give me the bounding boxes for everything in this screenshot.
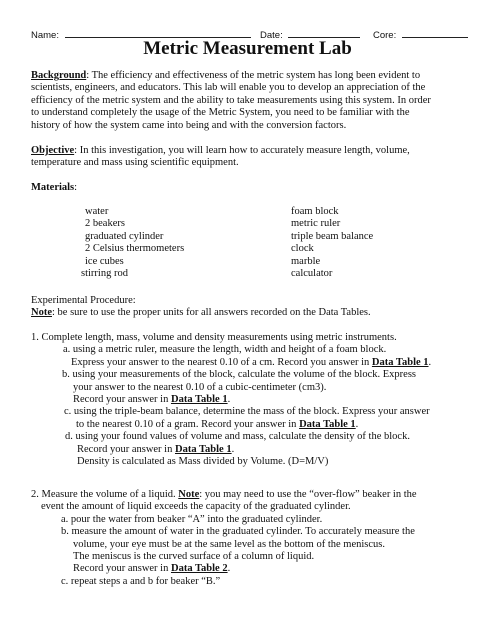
background-section xyxy=(31,70,471,132)
background-line-1: : The efficiency and effectiveness of the metric system has long been evident to xyxy=(86,70,421,81)
step-1a-line-2: Express your answer to the nearest 0.10 of a cm. Record you answer in xyxy=(71,356,372,368)
step-1b-line-2: your answer to the nearest 0.10 of a cubic-centimeter (cm3). xyxy=(73,381,327,393)
material-item: calculator xyxy=(291,268,333,279)
procedure-heading: Experimental Procedure: xyxy=(31,295,136,306)
background-line-3: efficiency of the metric system and the ability to take measurements using this system. In order xyxy=(31,94,431,106)
date-label: Date: xyxy=(260,30,283,41)
step-1-intro: 1. Complete length, mass, volume and density measurements using metric instruments. xyxy=(31,332,397,343)
step-1d-line-1: d. using your found values of volume and mass, calculate the density of the block. xyxy=(65,431,410,443)
period: . xyxy=(428,356,432,368)
name-label: Name: xyxy=(31,30,59,41)
material-item: clock xyxy=(291,243,314,255)
materials-label: Materials xyxy=(31,182,75,193)
step-1 xyxy=(31,332,471,468)
background-line-2: scientists, engineers, and educators. This lab will enable you to develop an appreciation of the xyxy=(31,82,426,94)
material-item: foam block xyxy=(291,206,339,217)
name-blank[interactable] xyxy=(65,27,251,38)
material-item: stirring rod xyxy=(81,268,128,279)
background-line-4: to understand completely the usage of the Metric System, you need to be familiar with the xyxy=(31,107,410,119)
data-table-1-ref: Data Table 1 xyxy=(174,443,232,455)
step-1b-line-3: Record your answer in xyxy=(73,394,171,406)
step-1a-line-1: a. using a metric ruler, measure the length, width and height of a foam block. xyxy=(63,344,387,356)
background-line-5: history of how the system came into being and with the conversion factors. xyxy=(31,119,347,131)
data-table-1-ref: Data Table 1 xyxy=(170,394,228,406)
step-2b-line-2: volume, your eye must be at the same level as the bottom of the meniscus. xyxy=(73,538,386,550)
step-2 xyxy=(31,489,471,588)
step-2b-line-1: b. measure the amount of water in the graduated cylinder. To accurately measure the xyxy=(61,526,415,538)
date-blank[interactable] xyxy=(288,27,360,38)
step-2-intro-line-2: event the amount of liquid exceeds the capacity of the graduated cylinder. xyxy=(41,501,351,513)
objective-section xyxy=(31,145,471,170)
period: . xyxy=(227,394,231,406)
material-item: ice cubes xyxy=(85,255,124,267)
objective-line-2: temperature and mass using scientific equipment. xyxy=(31,157,239,169)
step-2-intro-end: : you may need to use the “over-flow” beaker in the xyxy=(199,489,417,500)
data-table-1-ref: Data Table 1 xyxy=(299,418,356,430)
step-1d-line-3: Density is calculated as Mass divided by Volume. (D=M/V) xyxy=(77,456,329,468)
step-2a: a. pour the water from beaker “A” into the graduated cylinder. xyxy=(61,513,323,525)
step-2-note-label: Note xyxy=(178,489,200,500)
material-item: 2 Celsius thermometers xyxy=(85,243,185,255)
period: . xyxy=(227,563,231,575)
step-1c-line-2: to the nearest 0.10 of a gram. Record your answer in xyxy=(76,418,300,430)
page-title: Metric Measurement Lab xyxy=(143,38,352,59)
objective-line-1: : In this investigation, you will learn how to accurately measure length, volume, xyxy=(74,145,410,156)
material-item: marble xyxy=(291,255,321,267)
period: . xyxy=(231,443,235,455)
step-1d-line-2: Record your answer in xyxy=(77,443,175,455)
material-item: metric ruler xyxy=(291,218,341,230)
step-2b-line-3: The meniscus is the curved surface of a column of liquid. xyxy=(73,551,315,563)
step-2b-line-4: Record your answer in xyxy=(73,563,171,575)
materials-list xyxy=(31,206,471,282)
materials-colon: : xyxy=(74,182,78,193)
step-2c: c. repeat steps a and b for beaker “B.” xyxy=(61,575,221,587)
material-item: 2 beakers xyxy=(85,218,125,230)
note-label: Note xyxy=(31,307,52,319)
objective-label: Objective xyxy=(31,145,75,156)
core-label: Core: xyxy=(373,30,397,41)
data-table-2-ref: Data Table 2 xyxy=(170,563,228,575)
note-text: : be sure to use the proper units for all answers recorded on the Data Tables. xyxy=(52,307,371,319)
material-item: water xyxy=(85,206,109,217)
material-item: graduated cylinder xyxy=(85,230,164,242)
core-blank[interactable] xyxy=(402,27,468,38)
procedure-section xyxy=(31,295,471,320)
period: . xyxy=(355,418,359,430)
step-1c-line-1: c. using the triple-beam balance, determine the mass of the block. Express your answer xyxy=(64,406,430,418)
background-label: Background xyxy=(31,70,87,81)
material-item: triple beam balance xyxy=(291,230,374,242)
materials-heading xyxy=(31,182,471,194)
step-2-intro: 2. Measure the volume of a liquid. xyxy=(31,489,179,500)
data-table-1-ref: Data Table 1 xyxy=(371,356,429,368)
step-1b-line-1: b. using your measurements of the block, calculate the volume of the block. Express xyxy=(62,369,416,381)
